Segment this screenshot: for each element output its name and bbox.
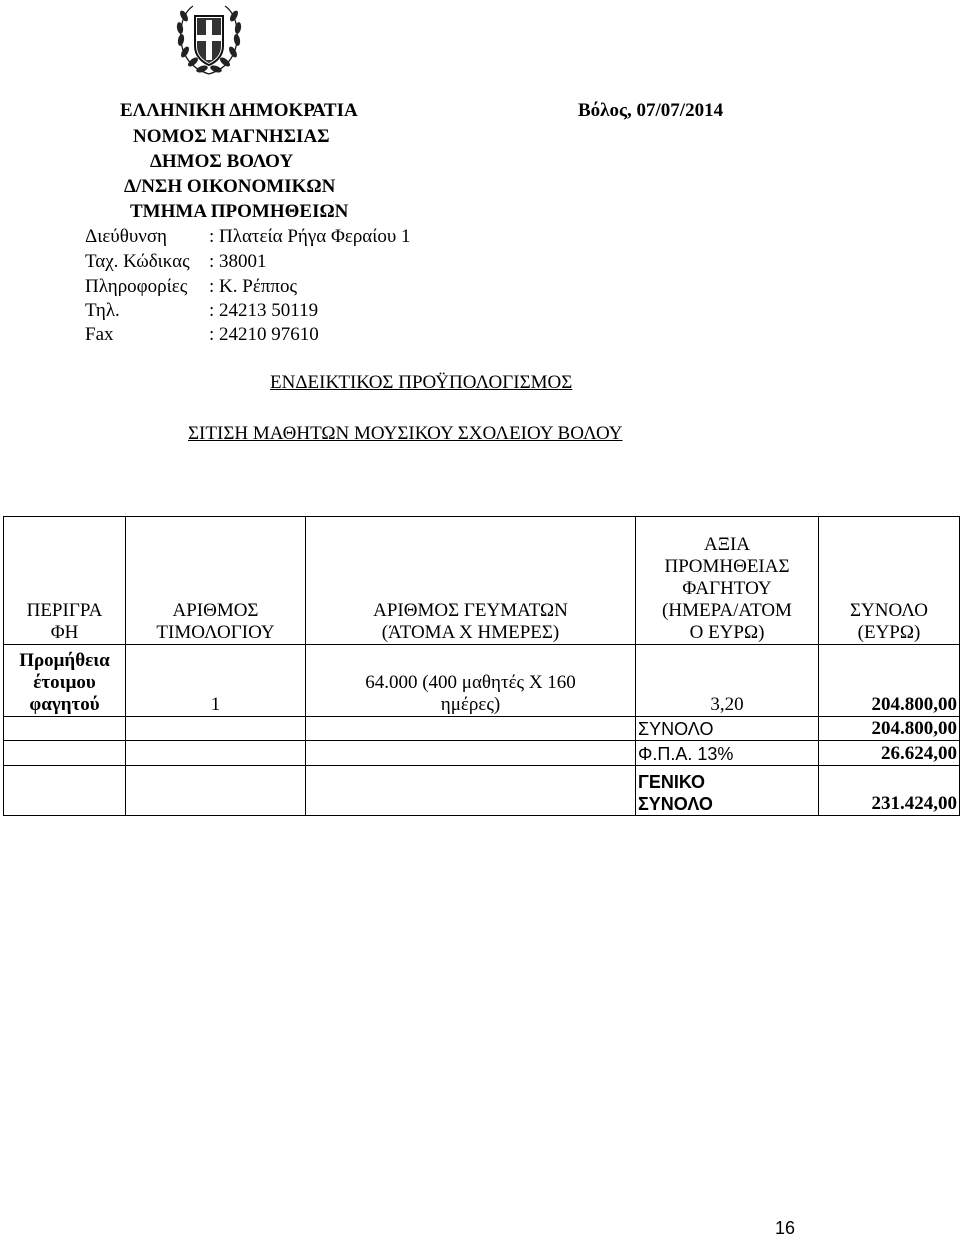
- summary-row-subtotal: [4, 717, 960, 741]
- summary-label: ΓΕΝΙΚΟ ΣΥΝΟΛΟ: [636, 766, 819, 816]
- contact-value-info: : Κ. Ρέππος: [209, 276, 298, 297]
- header-description: ΠΕΡΙΓΡΑ ΦΗ: [4, 517, 126, 645]
- header-invoice-count: ΑΡΙΘΜΟΣ ΤΙΜΟΛΟΓΙΟΥ: [126, 517, 306, 645]
- table-header-row: [4, 517, 960, 645]
- summary-row-grand-total: [4, 766, 960, 816]
- budget-table: [3, 516, 960, 816]
- cell-total: 204.800,00: [819, 645, 960, 717]
- cell-unit-value: 3,20: [636, 645, 819, 717]
- cell-meals: 64.000 (400 μαθητές Χ 160 ημέρες): [306, 645, 636, 717]
- header-country: ΕΛΛΗΝΙΚΗ ΔΗΜΟΚΡΑΤΙΑ: [120, 100, 358, 121]
- contact-label-fax: Fax: [85, 324, 114, 345]
- contact-label-postcode: Ταχ. Κώδικας: [85, 251, 190, 272]
- contact-label-info: Πληροφορίες: [85, 276, 188, 297]
- document-title: ΕΝΔΕΙΚΤΙΚΟΣ ΠΡΟΫΠΟΛΟΓΙΣΜΟΣ: [270, 372, 573, 393]
- summary-row-vat: [4, 741, 960, 766]
- header-meals: ΑΡΙΘΜΟΣ ΓΕΥΜΑΤΩΝ (ΆΤΟΜΑ Χ ΗΜΕΡΕΣ): [306, 517, 636, 645]
- summary-label: ΣΥΝΟΛΟ: [636, 717, 819, 741]
- document-subtitle: ΣΙΤΙΣΗ ΜΑΘΗΤΩΝ ΜΟΥΣΙΚΟΥ ΣΧΟΛΕΙΟΥ ΒΟΛΟΥ: [188, 423, 623, 444]
- cell-invoice-count: 1: [126, 645, 306, 717]
- contact-value-postcode: : 38001: [209, 251, 267, 272]
- header-directorate: Δ/ΝΣΗ ΟΙΚΟΝΟΜΙΚΩΝ: [124, 176, 336, 197]
- summary-value: 231.424,00: [819, 766, 960, 816]
- summary-value: 26.624,00: [819, 741, 960, 766]
- greek-emblem-icon: [175, 2, 243, 78]
- table-row: [4, 645, 960, 717]
- header-municipality: ΔΗΜΟΣ ΒΟΛΟΥ: [150, 151, 294, 172]
- header-department: ΤΜΗΜΑ ΠΡΟΜΗΘΕΙΩΝ: [130, 201, 349, 222]
- header-total: ΣΥΝΟΛΟ (ΕΥΡΩ): [819, 517, 960, 645]
- header-prefecture: ΝΟΜΟΣ ΜΑΓΝΗΣΙΑΣ: [133, 126, 330, 147]
- contact-label-phone: Τηλ.: [85, 300, 120, 321]
- contact-value-phone: : 24213 50119: [209, 300, 319, 321]
- document-date: Βόλος, 07/07/2014: [578, 100, 724, 121]
- contact-value-address: : Πλατεία Ρήγα Φεραίου 1: [209, 226, 411, 247]
- header-unit-value: ΑΞΙΑ ΠΡΟΜΗΘΕΙΑΣ ΦΑΓΗΤΟΥ (ΗΜΕΡΑ/ΑΤΟΜ Ο ΕΥΡΩ): [636, 517, 819, 645]
- page-number: 16: [775, 1218, 796, 1238]
- summary-value: 204.800,00: [819, 717, 960, 741]
- contact-label-address: Διεύθυνση: [85, 226, 167, 247]
- cell-description: Προμήθεια έτοιμου φαγητού: [4, 645, 126, 717]
- contact-value-fax: : 24210 97610: [209, 324, 319, 345]
- summary-label: Φ.Π.Α. 13%: [636, 741, 819, 766]
